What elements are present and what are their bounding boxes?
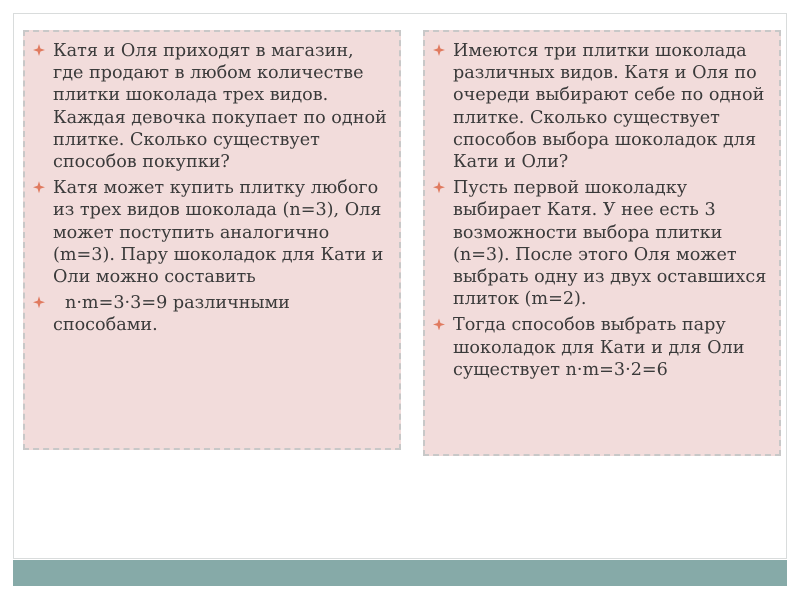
- answer-text: n·m=3·3=9 различными способами.: [53, 293, 290, 336]
- list-item: [33, 292, 389, 336]
- problem-statement-text: Имеются три плитки шоколада различных видов. Катя и Оля по очереди выбирают себе по одной плитке. Сколько существует способов выбора шоколадок для Кати и Оли?: [453, 41, 765, 173]
- solution-text: Катя может купить плитку любого из трех видов шоколада (n=3), Оля может поступить аналогично (m=3). Пару шоколадок для Кати и Оли можно составить: [53, 178, 384, 288]
- star-bullet-icon: [433, 318, 445, 330]
- star-bullet-icon: [33, 44, 45, 56]
- bottom-accent-bar: [13, 560, 787, 586]
- list-item: [433, 314, 769, 381]
- right-text-panel: [423, 30, 781, 456]
- star-bullet-icon: [433, 44, 445, 56]
- right-bullet-list: [433, 40, 769, 381]
- list-item: [33, 177, 389, 288]
- star-bullet-icon: [433, 181, 445, 193]
- answer-text: Тогда способов выбрать пару шоколадок для Кати и для Оли существует n·m=3·2=6: [453, 315, 745, 380]
- list-item: [33, 40, 389, 173]
- solution-text: Пусть первой шоколадку выбирает Катя. У нее есть 3 возможности выбора плитки (n=3). После этого Оля может выбрать одну из двух оставшихся плиток (m=2).: [453, 178, 767, 310]
- list-item: [433, 177, 769, 310]
- star-bullet-icon: [33, 181, 45, 193]
- problem-statement-text: Катя и Оля приходят в магазин, где продают в любом количестве плитки шоколада трех видов. Каждая девочка покупает по одной плитке. Сколько существует способов покупки?: [53, 41, 387, 173]
- left-bullet-list: [33, 40, 389, 337]
- left-text-panel: [23, 30, 401, 450]
- star-bullet-icon: [33, 296, 45, 308]
- list-item: [433, 40, 769, 173]
